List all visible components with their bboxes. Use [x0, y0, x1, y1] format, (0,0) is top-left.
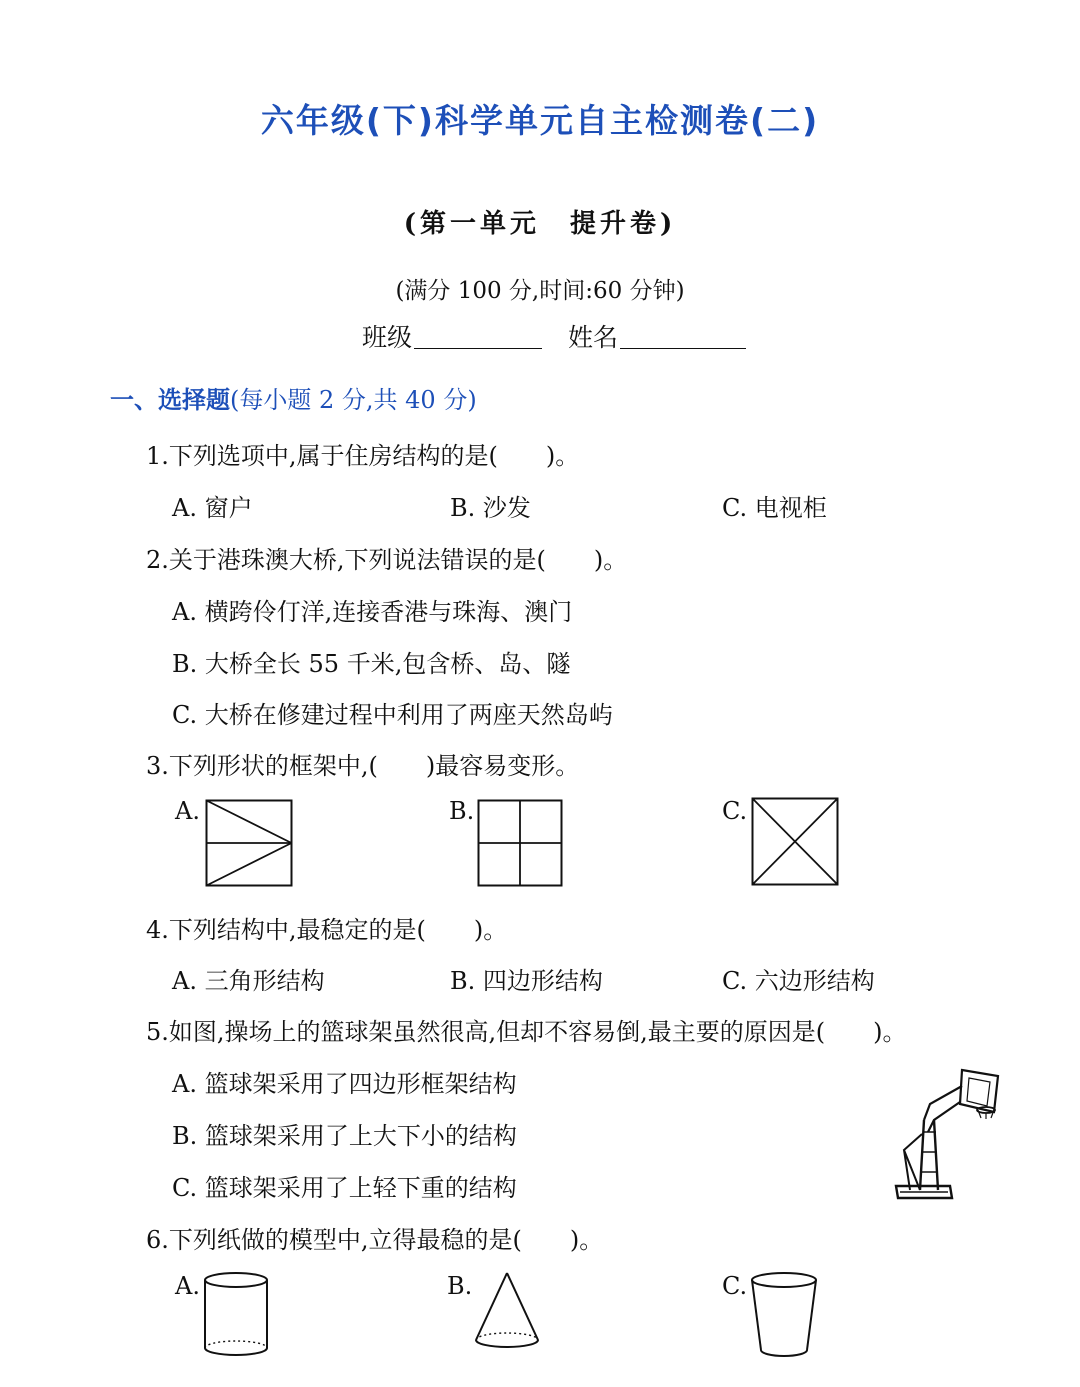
section-heading: [110, 380, 477, 415]
class-label: 班级: [362, 323, 413, 352]
question-6-stem: 6.下列纸做的模型中,立得最稳的是( )。: [146, 1226, 604, 1254]
q3-option-b[interactable]: B.: [449, 797, 475, 825]
q3-option-a[interactable]: A.: [175, 797, 200, 825]
exam-meta: (满分 100 分,时间:60 分钟): [395, 278, 685, 304]
q2-option-b[interactable]: B. 大桥全长 55 千米,包含桥、岛、隧: [172, 650, 571, 678]
cross-frame-figure: [751, 797, 839, 887]
q5-option-c[interactable]: C. 篮球架采用了上轻下重的结构: [172, 1174, 517, 1202]
q6-option-a[interactable]: A.: [175, 1272, 200, 1300]
grid-frame-figure: [477, 799, 563, 887]
name-blank[interactable]: [620, 348, 746, 349]
question-5-stem: 5.如图,操场上的篮球架虽然很高,但却不容易倒,最主要的原因是( )。: [146, 1018, 907, 1046]
q2-option-c[interactable]: C. 大桥在修建过程中利用了两座天然岛屿: [172, 701, 613, 729]
q5-option-b[interactable]: B. 篮球架采用了上大下小的结构: [172, 1122, 517, 1150]
q4-option-b[interactable]: B. 四边形结构: [450, 967, 603, 995]
triangle-frame-figure: [205, 799, 293, 887]
q5-option-a[interactable]: A. 篮球架采用了四边形框架结构: [172, 1070, 517, 1098]
q4-option-c[interactable]: C. 六边形结构: [722, 967, 875, 995]
q6-option-b[interactable]: B.: [447, 1272, 473, 1300]
question-2-stem: 2.关于港珠澳大桥,下列说法错误的是( )。: [146, 546, 628, 574]
class-blank[interactable]: [414, 348, 542, 349]
page-subtitle: (第一单元 提升卷): [403, 209, 677, 239]
cylinder-figure: [201, 1270, 271, 1362]
q2-option-a[interactable]: A. 横跨伶仃洋,连接香港与珠海、澳门: [172, 598, 573, 626]
q6-option-c[interactable]: C.: [722, 1272, 748, 1300]
basketball-hoop-figure: [890, 1062, 1005, 1202]
cup-figure: [748, 1270, 820, 1362]
q1-option-b[interactable]: B. 沙发: [450, 494, 531, 522]
section-title: 一、选择题: [110, 386, 230, 414]
q4-option-a[interactable]: A. 三角形结构: [172, 967, 325, 995]
section-note: (每小题 2 分,共 40 分): [230, 386, 477, 414]
q1-option-a[interactable]: A. 窗户: [172, 494, 253, 522]
cone-figure: [472, 1270, 542, 1354]
q1-option-c[interactable]: C. 电视柜: [722, 494, 827, 522]
question-4-stem: 4.下列结构中,最稳定的是( )。: [146, 916, 508, 944]
q3-option-c[interactable]: C.: [722, 797, 748, 825]
name-label: 姓名: [568, 323, 619, 352]
page-title: 六年级(下)科学单元自主检测卷(二): [260, 101, 820, 140]
question-3-stem: 3.下列形状的框架中,( )最容易变形。: [146, 752, 580, 780]
question-1-stem: 1.下列选项中,属于住房结构的是( )。: [146, 442, 580, 470]
